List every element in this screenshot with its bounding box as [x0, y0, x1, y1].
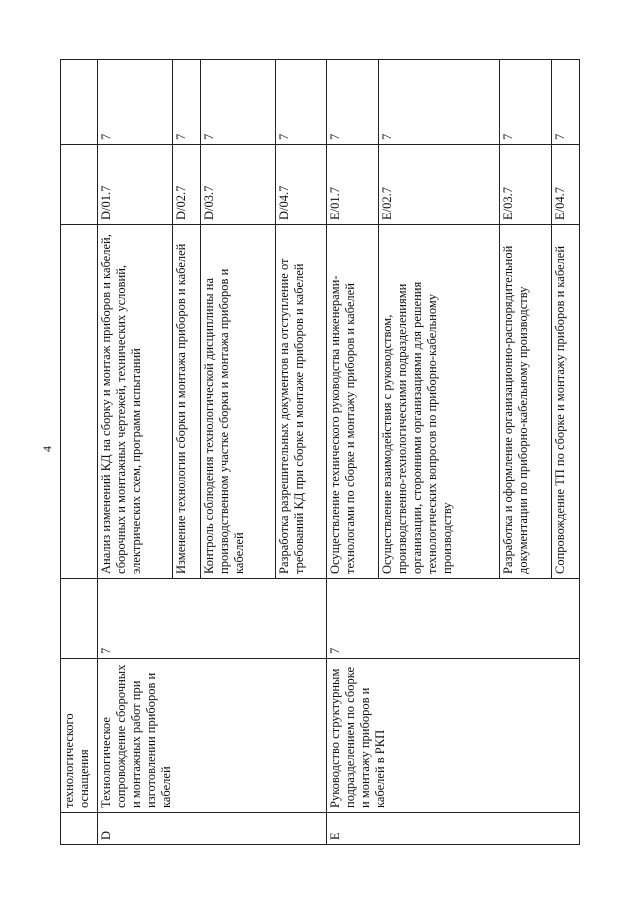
labor-function-name-cell: Разработка разрешительных документов на отступление от требований КД при сборке и монтаже приборов и кабелей — [275, 225, 326, 579]
labor-function-name-cell: Осуществление взаимодействия с руководством, производственно-технологическими подразделениями организации, сторонними организациями для решения технологических вопросов по приборно-кабельному производству — [378, 225, 500, 579]
labor-function-level-cell: 7 — [98, 60, 173, 145]
labor-function-level-cell: 7 — [200, 60, 275, 145]
table-cell — [61, 60, 98, 145]
labor-function-code-cell: D/03.7 — [200, 145, 275, 225]
group-code-cell: D — [98, 813, 327, 845]
labor-function-code-cell: E/03.7 — [500, 145, 551, 225]
labor-function-name-cell: Изменение технологии сборки и монтажа приборов и кабелей — [172, 225, 200, 579]
labor-function-name-cell: Анализ изменений КД на сборку и монтаж приборов и кабелей, сборочных и монтажных чертежей, технических условий, электрических схем, программ испытаний — [98, 225, 173, 579]
labor-function-level-cell: 7 — [500, 60, 551, 145]
table-cell — [61, 225, 98, 579]
labor-function-level-cell: 7 — [378, 60, 500, 145]
labor-function-name-cell: Разработка и оформление организационно-распорядительной документации по приборно-кабельному производству — [500, 225, 551, 579]
labor-function-level-cell: 7 — [275, 60, 326, 145]
labor-function-level-cell: 7 — [172, 60, 200, 145]
labor-function-name-cell: Контроль соблюдения технологической дисциплины на производственном участке сборки и монтажа приборов и кабелей — [200, 225, 275, 579]
generalized-function-name-cell: технологического оснащения — [61, 659, 98, 813]
labor-function-code-cell: D/04.7 — [275, 145, 326, 225]
table-row — [98, 60, 173, 845]
group-level-cell: 7 — [327, 579, 580, 659]
table-row — [327, 60, 378, 845]
labor-function-code-cell: E/01.7 — [327, 145, 378, 225]
labor-function-level-cell: 7 — [551, 60, 579, 145]
table-cell — [61, 579, 98, 659]
labor-function-name-cell: Сопровождение ТП по сборке и монтажу приборов и кабелей — [551, 225, 579, 579]
generalized-function-name-cell: Руководство структурным подразделением по сборке и монтажу приборов и кабелей в РКП — [327, 659, 580, 813]
labor-function-name-cell: Осуществление технического руководства инженерами-технологами по сборке и монтажу приборов и кабелей — [327, 225, 378, 579]
labor-function-code-cell: D/02.7 — [172, 145, 200, 225]
labor-functions-table — [60, 59, 580, 845]
table-row — [61, 60, 98, 845]
generalized-function-name-cell: Технологическое сопровождение сборочных и монтажных работ при изготовлении приборов и кабелей — [98, 659, 327, 813]
labor-function-code-cell: D/01.7 — [98, 145, 173, 225]
page-number: 4 — [40, 446, 54, 452]
group-level-cell: 7 — [98, 579, 327, 659]
labor-function-code-cell: E/04.7 — [551, 145, 579, 225]
table-cell — [61, 145, 98, 225]
group-code-cell: E — [327, 813, 580, 845]
table-cell — [61, 813, 98, 845]
labor-function-code-cell: E/02.7 — [378, 145, 500, 225]
labor-function-level-cell: 7 — [327, 60, 378, 145]
rotated-page — [60, 60, 580, 845]
